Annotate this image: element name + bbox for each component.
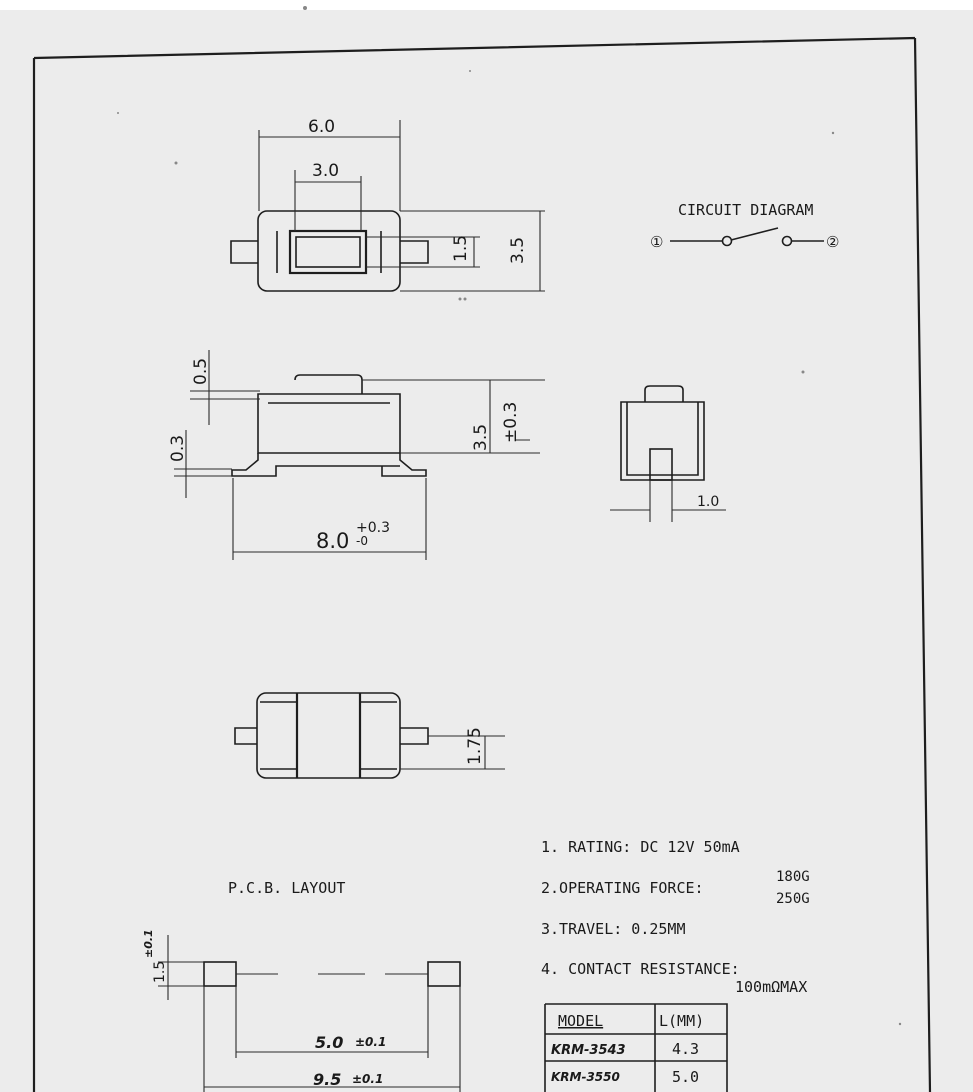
dim-pcb-outer: 9.5 (313, 1070, 342, 1089)
spec-travel: 3.TRAVEL: 0.25MM (541, 920, 686, 938)
spec-operating-force-2: 250G (776, 891, 810, 907)
dim-pcb-inner: 5.0 (315, 1033, 344, 1052)
dim-height-label: 3.5 (471, 423, 491, 451)
top-white-margin (0, 0, 973, 10)
dim-pcb-outer-tol: ±0.1 (352, 1072, 384, 1086)
pcb-title: P.C.B. LAYOUT (228, 879, 346, 897)
dim-length-label: 8.0 (316, 529, 350, 553)
spec-operating-force-1: 180G (776, 869, 810, 885)
dim-length-tol-upper: +0.3 (356, 520, 390, 536)
spec-contact-resistance-label: 4. CONTACT RESISTANCE: (541, 960, 740, 978)
dim-protrusion-label: 0.5 (191, 357, 211, 385)
spec-operating-force-label: 2.OPERATING FORCE: (541, 879, 704, 897)
dim-button-height-label: 1.5 (451, 234, 471, 262)
circuit-title: CIRCUIT DIAGRAM (678, 201, 814, 219)
dim-pad-label: 1.75 (465, 727, 485, 765)
table-row-1-length: 4.3 (672, 1040, 700, 1058)
dim-height-tolerance: ±0.3 (501, 401, 521, 443)
dim-lead-width-label: 1.0 (697, 494, 720, 510)
dim-pcb-pad-height-tol: ±0.1 (142, 929, 155, 958)
dim-top-width-label: 6.0 (308, 117, 336, 137)
dim-length-tol-lower: -0 (356, 534, 368, 548)
terminal-1: ① (650, 233, 664, 251)
dim-pcb-pad-height: 1.5 (152, 960, 168, 983)
table-header-length: L(MM) (659, 1012, 705, 1030)
dim-body-height-label: 3.5 (508, 236, 528, 264)
table-row-2-length: 5.0 (672, 1068, 700, 1086)
table-header-model: MODEL (558, 1012, 604, 1030)
spec-rating: 1. RATING: DC 12V 50mA (541, 838, 740, 856)
dim-lead-thickness-label: 0.3 (168, 434, 188, 462)
spec-contact-resistance-value: 100mΩMAX (735, 978, 808, 996)
dim-pcb-inner-tol: ±0.1 (355, 1035, 387, 1049)
terminal-2: ② (826, 233, 840, 251)
dim-button-width-label: 3.0 (312, 161, 340, 181)
table-row-2-model: KRM-3550 (551, 1070, 620, 1084)
table-row-1-model: KRM-3543 (551, 1043, 626, 1058)
